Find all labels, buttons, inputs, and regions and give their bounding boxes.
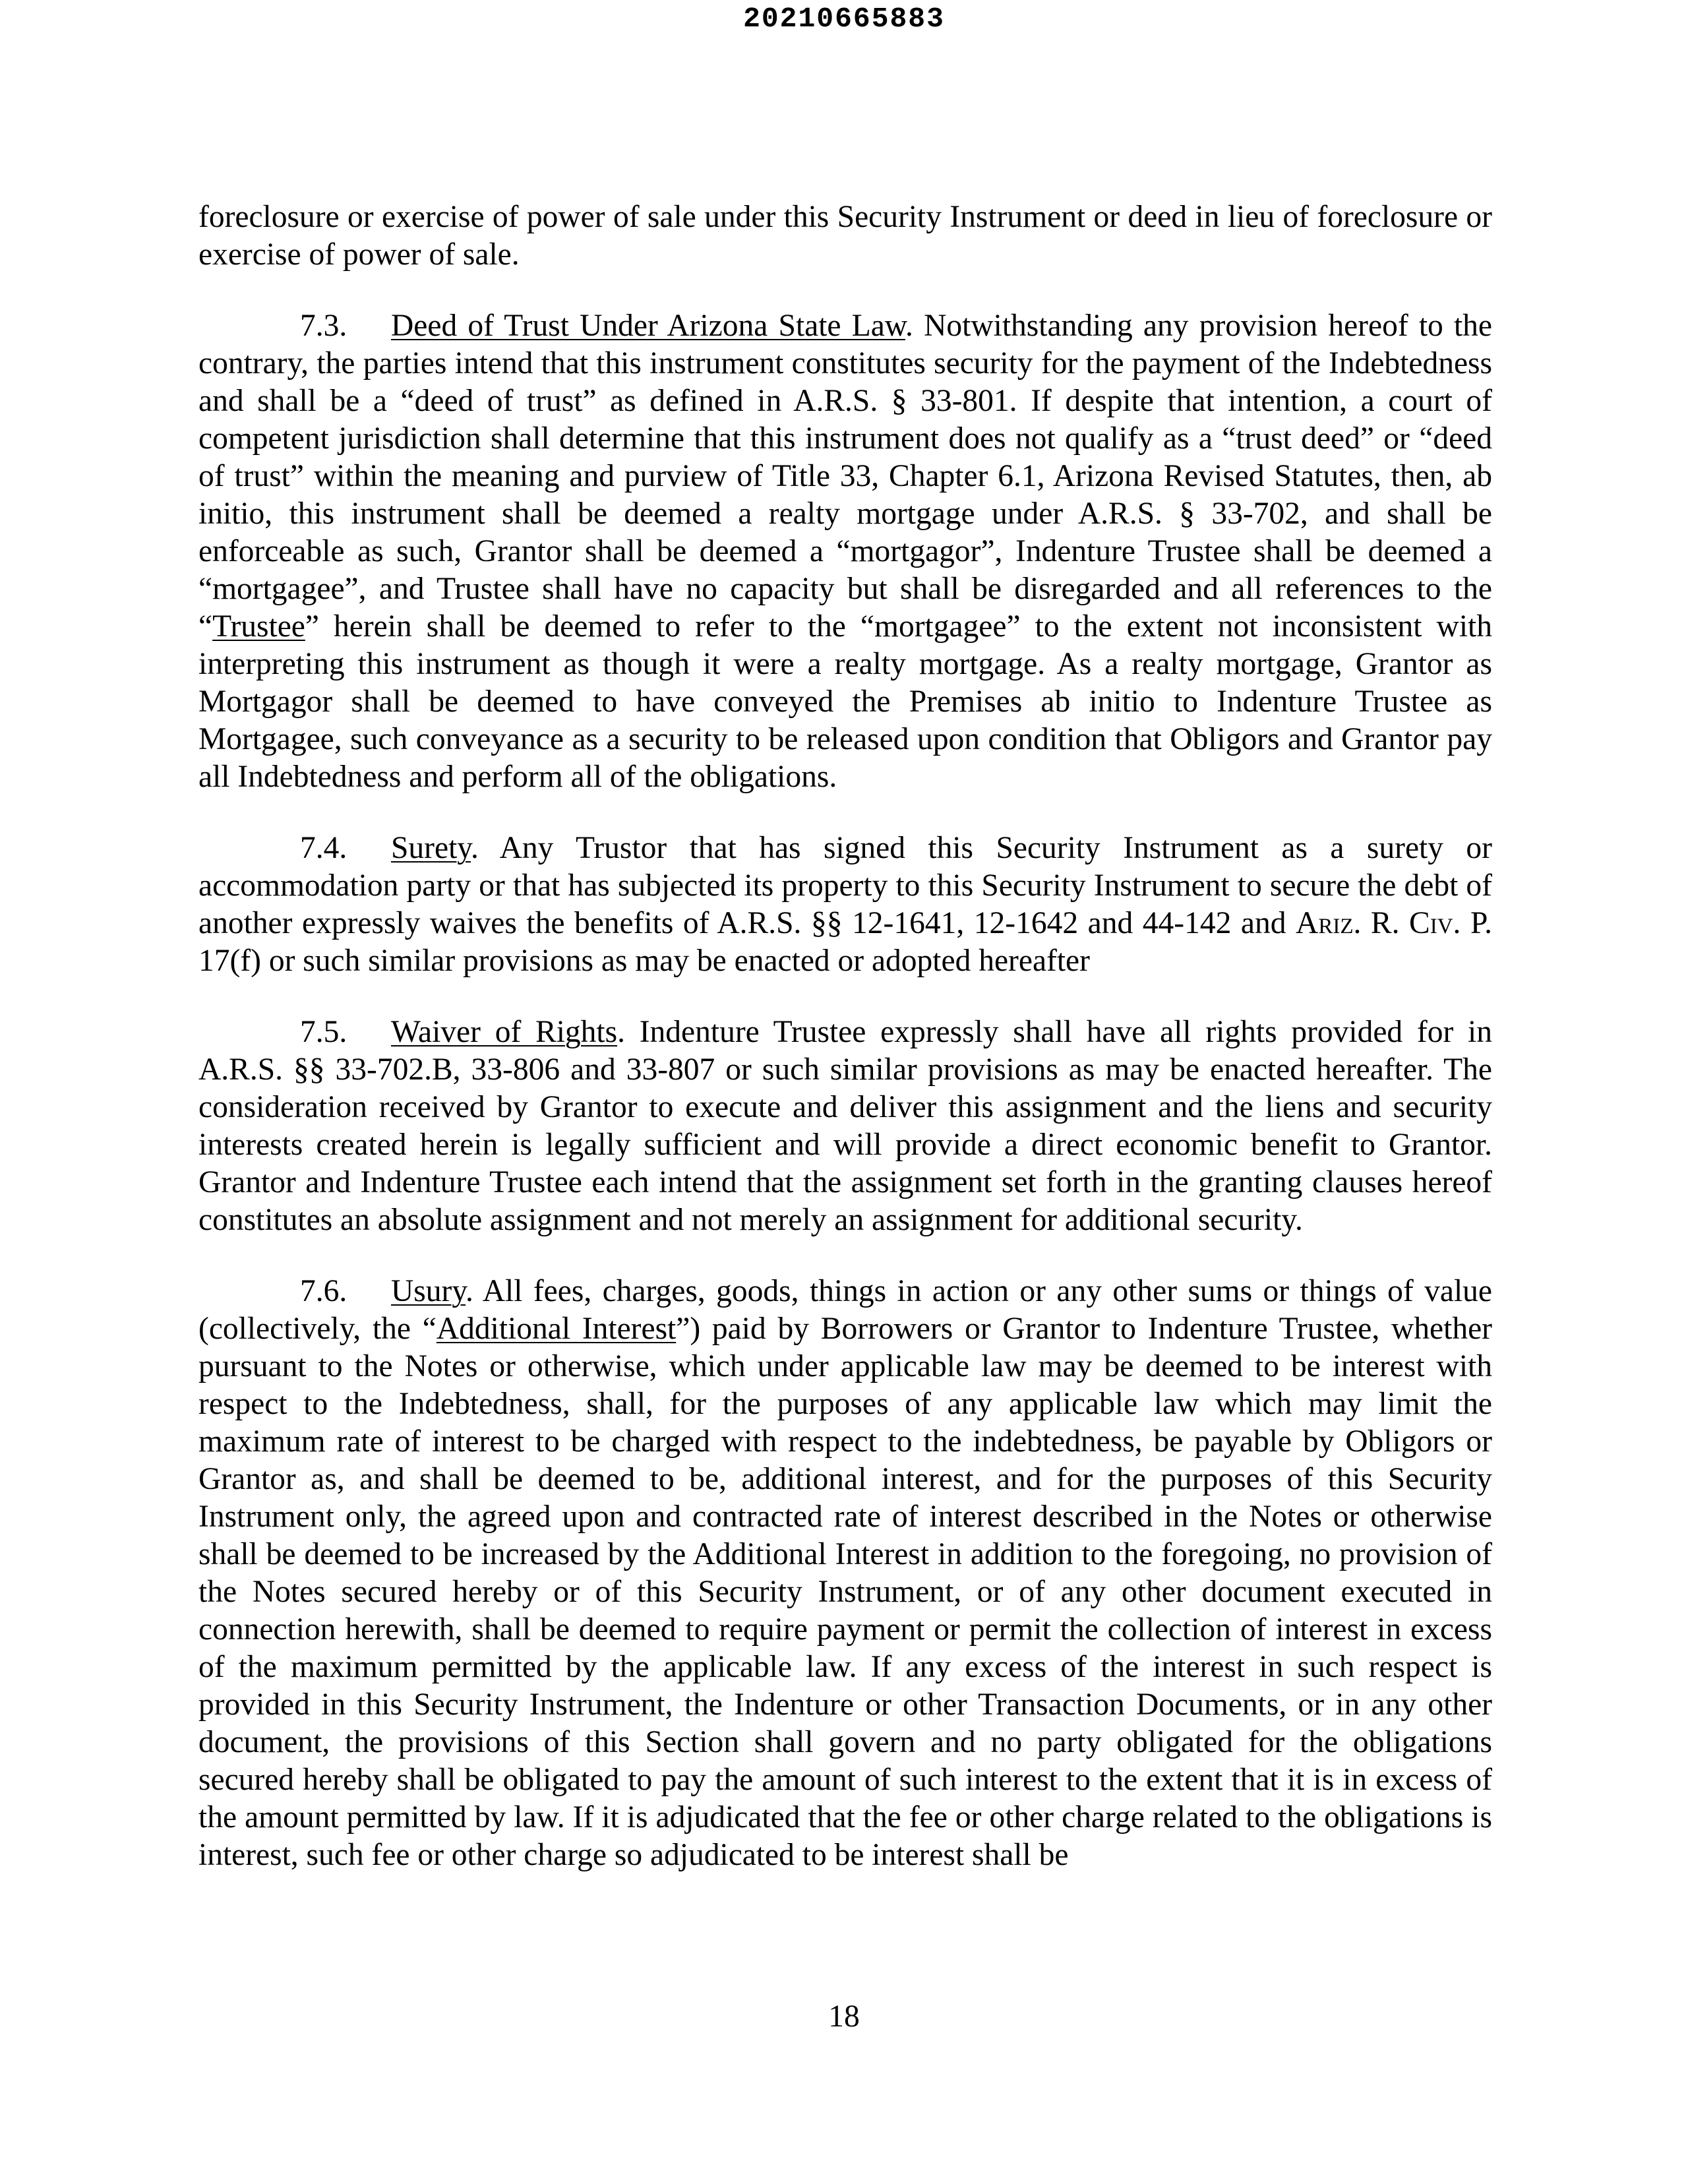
section-title: Deed of Trust Under Arizona State Law (391, 309, 906, 343)
section-7-5 (198, 1014, 1492, 1239)
document-number: 20210665883 (743, 3, 945, 35)
continuation-paragraph (198, 198, 1492, 274)
section-text: P. 17(f) or such similar provisions as may be enacted or adopted hereafter (198, 906, 1493, 978)
section-text: . All fees, charges, goods, things in action or any other sums or things of value (collectively, the “ (198, 1274, 1492, 1346)
citation-small-caps: Civ. (1409, 906, 1461, 940)
section-number: 7.6. (300, 1274, 347, 1308)
defined-term-additional-interest: Additional Interest (436, 1312, 677, 1346)
section-title: Surety (391, 831, 471, 865)
section-number: 7.3. (300, 309, 347, 343)
section-text: . Indenture Trustee expressly shall have all rights provided for in A.R.S. §§ 33-702.B, 33-806 and 33-807 or such similar provisions as may be enacted hereafter. The consideration received by Grantor to execute and deliver this assignment and the liens and security interests created herein is legally sufficient and will provide a direct economic benefit to Grantor. Grantor and Indenture Trustee each intend that the assignment set forth in the granting clauses hereof constitutes an absolute assignment and not merely an assignment for additional security. (198, 1015, 1492, 1237)
section-7-6 (198, 1273, 1492, 1874)
citation-small-caps: Ariz. (1296, 906, 1362, 940)
document-body (198, 198, 1492, 1874)
section-7-3 (198, 307, 1492, 796)
section-7-4 (198, 830, 1492, 980)
section-text: . Any Trustor that has signed this Security Instrument as a surety or accommodation party or that has subjected its property to this Security Instrument to secure the debt of another expressly waives the benefits of A.R.S. §§ 12-1641, 12-1642 and 44-142 and (198, 831, 1492, 940)
section-number: 7.4. (300, 831, 347, 865)
page-number: 18 (828, 1999, 860, 2034)
section-text: . Notwithstanding any provision hereof to the contrary, the parties intend that this instrument constitutes security for the payment of the Indebtedness and shall be a “deed of trust” as defined in A.R.S. § 33-801. If despite that intention, a court of competent jurisdiction shall determine that this instrument does not qualify as a “trust deed” or “deed of trust” within the meaning and purview of Title 33, Chapter 6.1, Arizona Revised Statutes, then, ab initio, this instrument shall be deemed a realty mortgage under A.R.S. § 33-702, and shall be enforceable as such, Grantor shall be deemed a “mortgagor”, Indenture Trustee shall be deemed a “mortgagee”, and Trustee shall have no capacity but shall be disregarded and all references to the “ (198, 309, 1492, 644)
continuation-text: foreclosure or exercise of power of sale under this Security Instrument or deed in lieu of foreclosure or exercise of power of sale. (198, 200, 1492, 272)
section-text: ”) paid by Borrowers or Grantor to Indenture Trustee, whether pursuant to the Notes or otherwise, which under applicable law may be deemed to be interest with respect to the Indebtedness, shall, for the purposes of any applicable law which may limit the maximum rate of interest to be charged with respect to the indebtedness, be payable by Obligors or Grantor as, and shall be deemed to be, additional interest, and for the purposes of this Security Instrument only, the agreed upon and contracted rate of interest described in the Notes or otherwise shall be deemed to be increased by the Additional Interest in addition to the foregoing, no provision of the Notes secured hereby or of this Security Instrument, or of any other document executed in connection herewith, shall be deemed to require payment or permit the collection of interest in excess of the maximum permitted by the applicable law. If any excess of the interest in such respect is provided in this Security Instrument, the Indenture or other Transaction Documents, or in any other document, the provisions of this Section shall govern and no party obligated for the obligations secured hereby shall be obligated to pay the amount of such interest to the extent that it is in excess of the amount permitted by law. If it is adjudicated that the fee or other charge related to the obligations is interest, such fee or other charge so adjudicated to be interest shall be (198, 1312, 1492, 1872)
section-text: R. (1361, 906, 1410, 940)
section-number: 7.5. (300, 1015, 347, 1049)
section-text: ” herein shall be deemed to refer to the “mortgagee” to the extent not inconsistent with interpreting this instrument as though it were a realty mortgage. As a realty mortgage, Grantor as Mortgagor shall be deemed to have conveyed the Premises ab initio to Indenture Trustee as Mortgagee, such conveyance as a security to be released upon condition that Obligors and Grantor pay all Indebtedness and perform all of the obligations. (198, 609, 1492, 794)
section-title: Waiver of Rights (391, 1015, 618, 1049)
section-title: Usury (391, 1274, 466, 1308)
defined-term-trustee: Trustee (212, 609, 305, 644)
